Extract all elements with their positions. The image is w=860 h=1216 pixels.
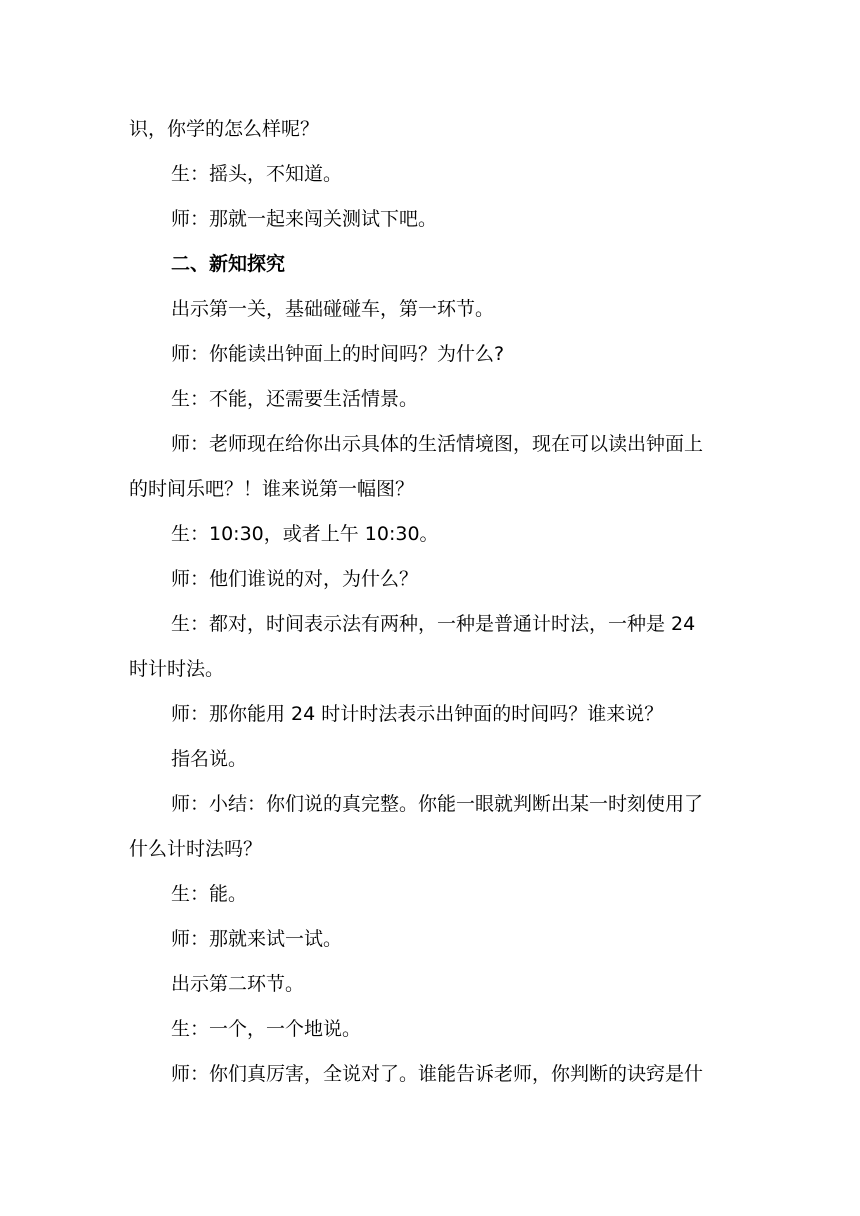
text-line: 出示第一关，基础碰碰车，第一环节。 — [171, 298, 495, 320]
text-line: 的时间乐吧？！谁来说第一幅图？ — [129, 478, 415, 500]
text-line: 生：不能，还需要生活情景。 — [171, 388, 419, 410]
text-line: 生：能。 — [171, 883, 248, 905]
text-line: 生：摇头，不知道。 — [171, 163, 343, 185]
text-line: 师：那就来试一试。 — [171, 928, 343, 950]
text-line: 生：都对，时间表示法有两种，一种是普通计时法，一种是 24 — [171, 613, 696, 635]
text-line: 识，你学的怎么样呢？ — [129, 118, 320, 140]
text-line: 出示第二环节。 — [171, 973, 305, 995]
text-line: 生：一个，一个地说。 — [171, 1018, 362, 1040]
text-line: 师：小结：你们说的真完整。你能一眼就判断出某一时刻使用了 — [171, 793, 704, 815]
text-line: 师：那你能用 24 时计时法表示出钟面的时间吗？谁来说？ — [171, 703, 664, 725]
text-line: 师：你们真厉害，全说对了。谁能告诉老师，你判断的诀窍是什 — [171, 1063, 704, 1085]
text-line: 师：你能读出钟面上的时间吗？为什么? — [171, 343, 505, 365]
text-line: 时计时法。 — [129, 658, 225, 680]
text-line: 师：老师现在给你出示具体的生活情境图，现在可以读出钟面上 — [171, 433, 704, 455]
text-line: 师：那就一起来闯关测试下吧。 — [171, 208, 438, 230]
text-line: 什么计时法吗？ — [129, 838, 263, 860]
section-heading: 二、新知探究 — [171, 253, 286, 275]
text-line: 师：他们谁说的对，为什么？ — [171, 568, 419, 590]
text-line: 生：10:30，或者上午 10:30。 — [171, 523, 439, 545]
text-line: 指名说。 — [171, 748, 248, 770]
